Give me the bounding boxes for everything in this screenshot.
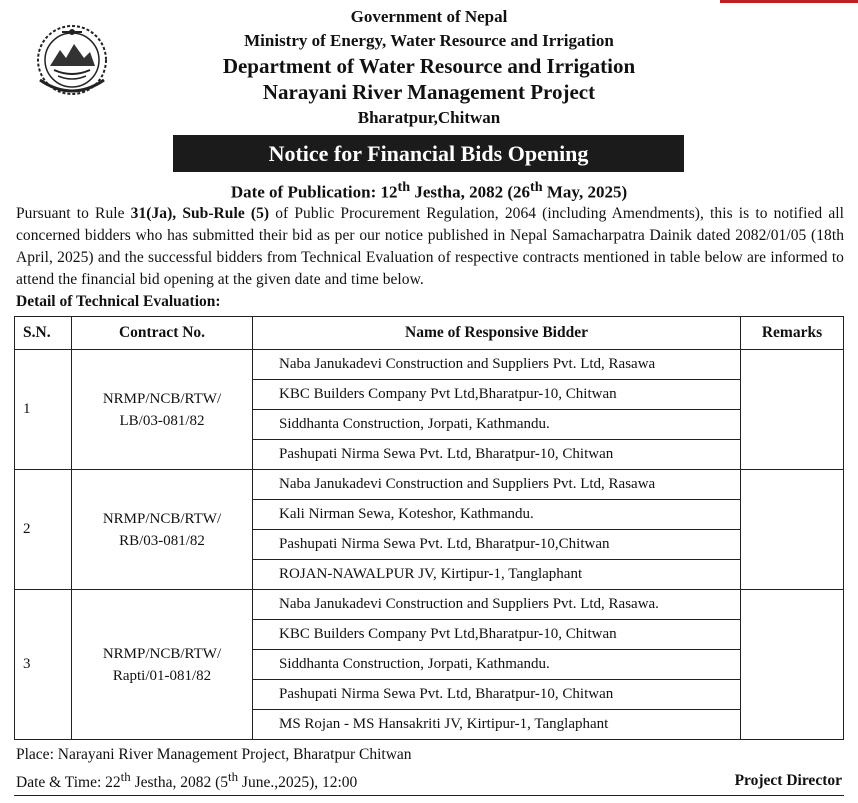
row-remarks xyxy=(741,590,844,740)
header-sn: S.N. xyxy=(15,317,72,350)
table-row xyxy=(15,590,844,740)
detail-heading: Detail of Technical Evaluation: xyxy=(16,293,221,310)
header-location: Bharatpur,Chitwan xyxy=(357,108,501,127)
bidder-name: ROJAN-NAWALPUR JV, Kirtipur-1, Tanglaphant xyxy=(279,566,583,582)
header-bidder: Name of Responsive Bidder xyxy=(253,317,741,350)
bidder-name: Pashupati Nirma Sewa Pvt. Ltd, Bharatpur-10, Chitwan xyxy=(253,680,740,710)
header-ministry: Ministry of Energy, Water Resource and Irrigation xyxy=(244,31,614,50)
top-red-mark xyxy=(720,0,858,3)
table-row xyxy=(15,350,844,470)
footer-datetime: Date & Time: 22th Jestha, 2082 (5th June.,2025), 12:00 xyxy=(16,769,358,792)
bottom-divider xyxy=(14,795,844,796)
row-bidders xyxy=(253,350,741,470)
table-header-row xyxy=(15,317,844,350)
row-sn: 1 xyxy=(15,350,72,470)
row-bidders xyxy=(253,470,741,590)
header-remarks: Remarks xyxy=(741,317,844,350)
row-sn: 2 xyxy=(15,470,72,590)
header-department: Department of Water Resource and Irrigation xyxy=(222,54,636,78)
bidder-name: Naba Janukadevi Construction and Suppliers Pvt. Ltd, Rasawa. xyxy=(253,590,740,620)
notice-title-banner: Notice for Financial Bids Opening xyxy=(173,135,684,172)
bidder-name: Pashupati Nirma Sewa Pvt. Ltd, Bharatpur-10,Chitwan xyxy=(253,530,740,560)
signatory: Project Director xyxy=(734,772,842,789)
bidder-name: KBC Builders Company Pvt Ltd,Bharatpur-10, Chitwan xyxy=(253,620,740,650)
row-remarks xyxy=(741,350,844,470)
bidder-name: Kali Nirman Sewa, Koteshor, Kathmandu. xyxy=(253,500,740,530)
row-contract: NRMP/NCB/RTW/ LB/03-081/82 xyxy=(72,350,253,470)
bidder-name: Siddhanta Construction, Jorpati, Kathmandu. xyxy=(253,410,740,440)
header-government: Government of Nepal xyxy=(350,7,508,26)
bidder-name: MS Rojan - MS Hansakriti JV, Kirtipur-1, Tanglaphant xyxy=(279,716,609,732)
row-sn: 3 xyxy=(15,590,72,740)
evaluation-table xyxy=(14,316,844,740)
bidder-name: Naba Janukadevi Construction and Suppliers Pvt. Ltd, Rasawa xyxy=(253,350,740,380)
publication-date: Date of Publication: 12th Jestha, 2082 (26th May, 2025) xyxy=(230,179,628,202)
row-contract: NRMP/NCB/RTW/ RB/03-081/82 xyxy=(72,470,253,590)
row-remarks xyxy=(741,470,844,590)
header-contract: Contract No. xyxy=(72,317,253,350)
bidder-name: KBC Builders Company Pvt Ltd,Bharatpur-10, Chitwan xyxy=(253,380,740,410)
table-row xyxy=(15,470,844,590)
bidder-name: Pashupati Nirma Sewa Pvt. Ltd, Bharatpur-10, Chitwan xyxy=(279,446,614,462)
footer-place: Place: Narayani River Management Project, Bharatpur Chitwan xyxy=(16,746,412,763)
row-contract: NRMP/NCB/RTW/ Rapti/01-081/82 xyxy=(72,590,253,740)
bidder-name: Naba Janukadevi Construction and Suppliers Pvt. Ltd, Rasawa xyxy=(253,470,740,500)
header-project: Narayani River Management Project xyxy=(262,80,596,104)
bidder-name: Siddhanta Construction, Jorpati, Kathmandu. xyxy=(253,650,740,680)
row-bidders xyxy=(253,590,741,740)
notice-body: Pursuant to Rule 31(Ja), Sub-Rule (5) of Public Procurement Regulation, 2064 (including Amendments), this is to notified all concerned bidders who has submitted their bid as per our notice published in Nepal Samacharpatra Dainik dated 2082/01/05 (18th April, 2025) and the successful bidders from Technical Evaluation of respective contracts mentioned in table below are informed to attend the financial bid opening at the given date and time below. xyxy=(16,205,845,288)
